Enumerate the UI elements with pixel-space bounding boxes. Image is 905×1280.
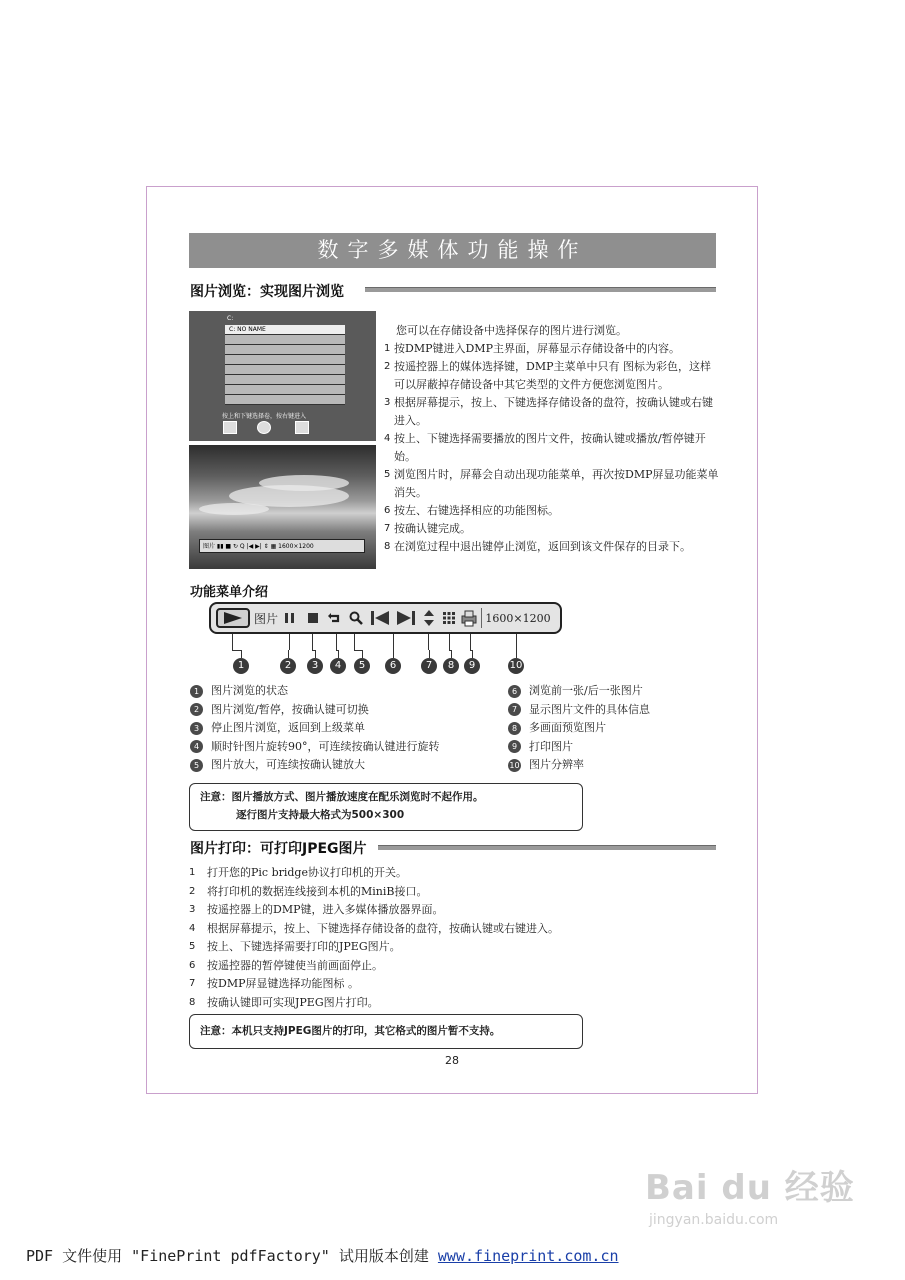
step-text: 按遥控器上的DMP键，进入多媒体播放器界面。: [207, 903, 444, 916]
callout-number: 2: [280, 658, 296, 674]
legend-text: 停止图片浏览，返回到上级菜单: [211, 721, 365, 734]
legend-number-badge: 10: [509, 760, 520, 770]
callout-line: [354, 634, 355, 650]
page-title: 数字多媒体功能操作: [189, 233, 716, 268]
photo-icon: [223, 421, 237, 434]
resolution-readout: 1600×1200: [485, 611, 551, 625]
callout-line: [232, 650, 241, 651]
callout-line: [288, 650, 289, 658]
legend-number-badge: 2: [190, 703, 203, 716]
step-number: 7: [384, 523, 391, 534]
step-item: [189, 864, 669, 883]
legend-text: 图片浏览/暂停，按确认键可切换: [211, 702, 369, 716]
note-1-line-1: 注意：图片播放方式、图片播放速度在配乐浏览时不起作用。: [200, 791, 484, 803]
step-number: 3: [189, 904, 196, 915]
section-heading-browse: 图片浏览：实现图片浏览: [190, 284, 344, 300]
legend-item: [508, 756, 650, 775]
step-text: 按上、下键选择需要播放的图片文件，按确认键或播放/暂停键开始。: [394, 432, 706, 463]
legend-number-badge: 1: [190, 685, 203, 698]
callout-line: [338, 650, 339, 658]
step-number: 8: [189, 996, 196, 1008]
menu-heading: 功能菜单介绍: [190, 585, 269, 600]
step-item: [384, 430, 719, 466]
callout-line: [232, 634, 233, 650]
callout-line: [472, 650, 473, 658]
callout-line: [516, 634, 517, 650]
print-steps: [189, 864, 669, 1012]
multi-view-grid-icon[interactable]: [440, 604, 458, 632]
legend-text: 顺时针图片旋转90°，可连续按确认键进行旋转: [211, 739, 440, 753]
cloud-shape: [199, 503, 269, 515]
legend-item: [190, 756, 440, 775]
legend-number-badge: 6: [508, 685, 521, 698]
music-disc-icon: [257, 421, 271, 434]
step-number: 2: [189, 885, 196, 897]
callout-number: 4: [330, 658, 346, 674]
pdf-footer: [26, 1245, 619, 1266]
step-text: 按上、下键选择需要打印的JPEG图片。: [207, 940, 401, 953]
step-item: [384, 502, 719, 520]
legend-text: 打印图片: [529, 739, 573, 753]
step-number: 8: [384, 541, 391, 552]
step-item: [384, 466, 719, 502]
legend-number-badge: 3: [190, 722, 203, 735]
step-number: 5: [384, 469, 391, 480]
step-text: 按DMP键进入DMP主界面，屏幕显示存储设备中的内容。: [394, 342, 680, 355]
step-number: 1: [189, 867, 196, 878]
file-list: [225, 325, 345, 411]
legend-text: 浏览前一张/后一张图片: [529, 684, 643, 697]
step-item: [384, 358, 719, 394]
legend-number-badge: 8: [508, 722, 521, 735]
callout-line: [289, 634, 290, 650]
step-item: [189, 957, 669, 976]
legend-item: [508, 719, 650, 738]
legend-number-badge: 5: [190, 759, 203, 772]
legend-text: 多画面预览图片: [529, 721, 606, 734]
legend-item: [508, 738, 650, 757]
callout-number: 8: [443, 658, 459, 674]
callout-number: 9: [464, 658, 480, 674]
callout-number: 6: [385, 658, 401, 674]
file-row: [225, 345, 345, 355]
legend-item: [190, 701, 440, 720]
legend-number-badge: 7: [508, 703, 521, 716]
menu-legend-left: [190, 682, 440, 775]
step-number: 5: [189, 941, 196, 952]
legend-item: [508, 682, 650, 701]
callout-line: [393, 650, 394, 658]
file-row-selected: C: NO NAME: [225, 325, 345, 335]
zoom-icon[interactable]: [347, 604, 365, 632]
step-text: 按确认键即可实现JPEG图片打印。: [207, 995, 379, 1009]
step-number: 4: [189, 922, 196, 934]
printer-icon[interactable]: [459, 604, 479, 632]
legend-number-badge: 4: [190, 740, 203, 753]
play-status-icon[interactable]: [216, 608, 250, 628]
callout-number: 3: [307, 658, 323, 674]
step-number: 1: [384, 343, 391, 354]
step-item: [189, 920, 669, 939]
browse-steps: [384, 322, 719, 556]
legend-item: [508, 701, 650, 720]
step-text: 按DMP屏显键选择功能图标 。: [207, 977, 359, 990]
callout-line: [362, 650, 363, 658]
callout-line: [354, 650, 362, 651]
step-item: [384, 520, 719, 538]
browser-hint: 按上和下键选择卷，按右键进入: [222, 413, 307, 420]
callout-number: 5: [354, 658, 370, 674]
legend-text: 图片分辨率: [529, 758, 584, 771]
step-number: 6: [189, 959, 196, 971]
step-item: [189, 975, 669, 994]
legend-item: [190, 682, 440, 701]
note-box-2: 注意：本机只支持JPEG图片的打印，其它格式的图片暂不支持。: [189, 1014, 583, 1049]
file-row: [225, 335, 345, 345]
menu-legend-right: [508, 682, 650, 775]
step-text: 根据屏幕提示，按上、下键选择存储设备的盘符，按确认键或右键进入。: [207, 921, 559, 935]
callout-line: [336, 634, 337, 650]
step-item: [189, 901, 669, 920]
step-text: 根据屏幕提示，按上、下键选择存储设备的盘符，按确认键或右键进入。: [394, 396, 713, 427]
section-rule: [378, 845, 716, 850]
previous-icon[interactable]: [368, 604, 392, 632]
section-rule: [365, 287, 716, 292]
step-text: 按左、右键选择相应的功能图标。: [394, 504, 559, 517]
step-text: 浏览图片时，屏幕会自动出现功能菜单，再次按DMP屏显功能菜单消失。: [394, 468, 719, 499]
dmp-browser-screenshot: [189, 311, 376, 441]
watermark-logo-text: Bai du 经验: [645, 1168, 855, 1208]
info-updown-icon[interactable]: [420, 604, 438, 632]
step-text: 按遥控器上的媒体选择键，DMP主菜单中只有 图标为彩色，这样可以屏蔽掉存储设备中其它类型的文件方便您浏览图片。: [394, 360, 711, 391]
step-text: 按确认键完成。: [394, 522, 471, 535]
page-number: 28: [445, 1054, 459, 1067]
legend-number-badge: 9: [508, 740, 521, 753]
callout-line: [312, 634, 313, 650]
rotate-icon[interactable]: [326, 604, 344, 632]
callout-number: 10: [508, 658, 524, 674]
file-row: [225, 355, 345, 365]
callout-line: [428, 634, 429, 650]
callout-line: [449, 634, 450, 650]
callout-line: [241, 650, 242, 658]
pause-icon[interactable]: [281, 604, 299, 632]
footer-text: PDF 文件使用 "FinePrint pdfFactory" 试用版本创建: [26, 1247, 438, 1265]
step-number: 7: [189, 978, 196, 989]
note-1-line-2: 逐行图片支持最大格式为500×300: [236, 809, 405, 821]
callout-number: 7: [421, 658, 437, 674]
file-row: [225, 395, 345, 405]
legend-text: 图片浏览的状态: [211, 684, 288, 697]
movie-icon: [295, 421, 309, 434]
callout-line: [429, 650, 430, 658]
step-item: [189, 883, 669, 902]
step-item: [384, 394, 719, 430]
callout-line: [516, 650, 517, 658]
footer-link[interactable]: www.fineprint.com.cn: [437, 1247, 619, 1265]
step-item: [189, 938, 669, 957]
step-item: [189, 994, 669, 1013]
legend-item: [190, 738, 440, 757]
baidu-watermark: [645, 1160, 855, 1228]
callout-line: [315, 650, 316, 658]
drive-label: C:: [227, 315, 234, 322]
legend-item: [190, 719, 440, 738]
callout-line: [470, 634, 471, 650]
legend-text: 图片放大，可连续按确认键放大: [211, 758, 365, 771]
step-number: 2: [384, 361, 391, 372]
cloud-shape: [259, 475, 349, 491]
step-item: [384, 538, 719, 556]
step-text: 按遥控器的暂停键使当前画面停止。: [207, 958, 383, 972]
callout-line: [451, 650, 452, 658]
section-heading-print: 图片打印：可打印JPEG图片: [190, 841, 367, 857]
file-row: [225, 365, 345, 375]
note-box-1: [189, 783, 583, 831]
step-item: [384, 340, 719, 358]
step-text: 打开您的Pic bridge协议打印机的开关。: [207, 866, 407, 879]
watermark-url: jingyan.baidu.com: [649, 1212, 779, 1228]
step-text: 在浏览过程中退出键停止浏览，返回到该文件保存的目录下。: [394, 540, 691, 553]
photo-playback-screenshot: [189, 445, 376, 569]
step-number: 4: [384, 433, 391, 444]
next-icon[interactable]: [394, 604, 418, 632]
callout-number: 1: [233, 658, 249, 674]
file-row: [225, 385, 345, 395]
callout-line: [393, 634, 394, 650]
step-number: 6: [384, 505, 391, 516]
file-row: [225, 375, 345, 385]
toolbar-label: 图片: [253, 611, 278, 626]
toolbar-divider: [481, 608, 482, 628]
step-number: 3: [384, 397, 391, 408]
playback-menu-bar: 图片 ▮▮ ■ ↻ Q |◀ ▶| ⇕ ▦ 1600×1200: [199, 539, 365, 553]
step-text: 将打印机的数据连线接到本机的MiniB接口。: [207, 884, 428, 898]
function-toolbar: [209, 602, 562, 634]
stop-icon[interactable]: [304, 604, 322, 632]
intro-text: 您可以在存储设备中选择保存的图片进行浏览。: [396, 324, 627, 337]
legend-text: 显示图片文件的具体信息: [529, 702, 650, 716]
